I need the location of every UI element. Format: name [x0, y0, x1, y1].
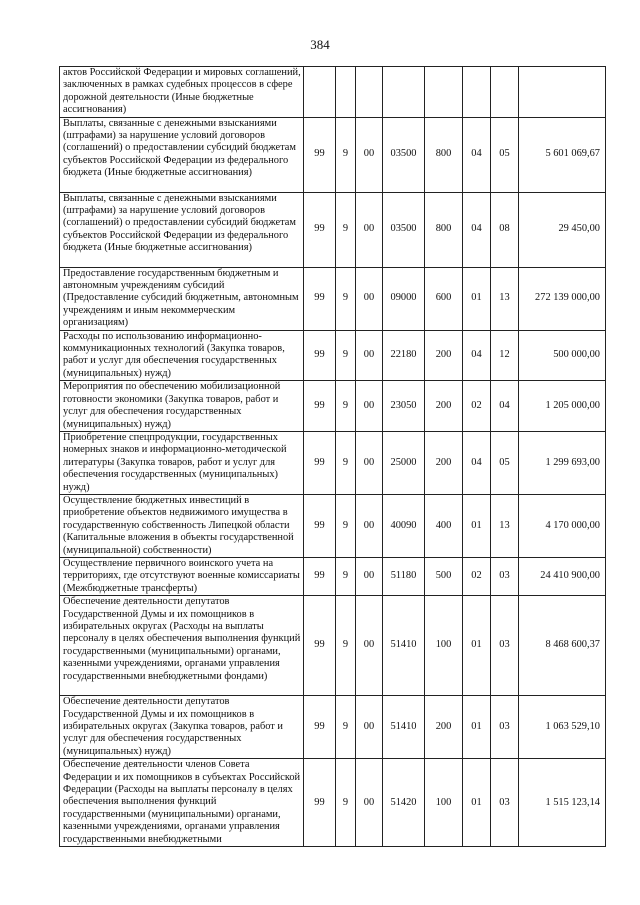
expense-type-code: [425, 67, 463, 118]
direction-code: 51180: [383, 557, 425, 595]
subprogram-code: 9: [336, 267, 356, 330]
program-code: 99: [304, 192, 336, 267]
subprogram-code: 9: [336, 596, 356, 696]
main-event-code: 00: [356, 330, 383, 381]
row-description: Предоставление государственным бюджетным и автономным учреждениям субсидий (Предоставление субсидий бюджетным, автономным учреждениям и иным некоммерческим организациям): [60, 267, 304, 330]
expense-type-code: 800: [425, 117, 463, 192]
section-code: 02: [463, 381, 491, 432]
subprogram-code: 9: [336, 696, 356, 759]
table-row: [60, 67, 606, 118]
direction-code: 25000: [383, 431, 425, 494]
row-description: Мероприятия по обеспечению мобилизационной готовности экономики (Закупка товаров, работ и услуг для обеспечения государственных (муниципальных) нужд): [60, 381, 304, 432]
amount-cell: 1 063 529,10: [519, 696, 606, 759]
program-code: 99: [304, 759, 336, 847]
expense-type-code: 100: [425, 596, 463, 696]
section-code: 01: [463, 596, 491, 696]
subsection-code: 03: [491, 759, 519, 847]
subsection-code: 08: [491, 192, 519, 267]
subsection-code: 13: [491, 267, 519, 330]
expense-type-code: 800: [425, 192, 463, 267]
main-event-code: 00: [356, 596, 383, 696]
main-event-code: 00: [356, 431, 383, 494]
subsection-code: 04: [491, 381, 519, 432]
program-code: 99: [304, 494, 336, 557]
page-number: 384: [310, 37, 330, 52]
amount-cell: 4 170 000,00: [519, 494, 606, 557]
direction-code: 51420: [383, 759, 425, 847]
subprogram-code: 9: [336, 330, 356, 381]
program-code: 99: [304, 330, 336, 381]
table-row: [60, 596, 606, 696]
section-code: 01: [463, 494, 491, 557]
amount-cell: 272 139 000,00: [519, 267, 606, 330]
subprogram-code: 9: [336, 759, 356, 847]
row-description: Расходы по использованию информационно-коммуникационных технологий (Закупка товаров, работ и услуг для обеспечения государственных (муниципальных) нужд): [60, 330, 304, 381]
subsection-code: 12: [491, 330, 519, 381]
table-row: [60, 267, 606, 330]
direction-code: 03500: [383, 192, 425, 267]
row-description: Выплаты, связанные с денежными взысканиями (штрафами) за нарушение условий договоров (соглашений) о предоставлении субсидий бюджетам субъектов Российской Федерации из федерального бюджета (Иные бюджетные ассигнования): [60, 192, 304, 267]
section-code: 01: [463, 696, 491, 759]
expense-type-code: 400: [425, 494, 463, 557]
direction-code: 51410: [383, 596, 425, 696]
amount-cell: 5 601 069,67: [519, 117, 606, 192]
subprogram-code: 9: [336, 557, 356, 595]
row-description: Обеспечение деятельности депутатов Государственной Думы и их помощников в избирательных округах (Закупка товаров, работ и услуг для обеспечения государственных (муниципальных) нужд): [60, 696, 304, 759]
section-code: [463, 67, 491, 118]
subprogram-code: 9: [336, 117, 356, 192]
row-description: Обеспечение деятельности депутатов Государственной Думы и их помощников в избирательных округах (Расходы на выплаты персоналу в целях обеспечения выполнения функций государственными (муниципальными) органами, казенными учреждениями, органами управления государственными внебюджетными фондами): [60, 596, 304, 696]
section-code: 01: [463, 759, 491, 847]
expense-type-code: 500: [425, 557, 463, 595]
direction-code: 51410: [383, 696, 425, 759]
amount-cell: 1 205 000,00: [519, 381, 606, 432]
program-code: 99: [304, 596, 336, 696]
section-code: 01: [463, 267, 491, 330]
table-row: [60, 557, 606, 595]
direction-code: 09000: [383, 267, 425, 330]
program-code: [304, 67, 336, 118]
table-row: [60, 330, 606, 381]
direction-code: 22180: [383, 330, 425, 381]
row-description: Осуществление бюджетных инвестиций в приобретение объектов недвижимого имущества в государственную собственность Липецкой области (Капитальные вложения в объекты государственной (муниципальной) собственности): [60, 494, 304, 557]
main-event-code: 00: [356, 494, 383, 557]
main-event-code: [356, 67, 383, 118]
expense-type-code: 200: [425, 381, 463, 432]
program-code: 99: [304, 431, 336, 494]
row-description: Выплаты, связанные с денежными взысканиями (штрафами) за нарушение условий договоров (соглашений) о предоставлении субсидий бюджетам субъектов Российской Федерации из федерального бюджета (Иные бюджетные ассигнования): [60, 117, 304, 192]
subprogram-code: 9: [336, 192, 356, 267]
expense-type-code: 200: [425, 330, 463, 381]
program-code: 99: [304, 117, 336, 192]
section-code: 02: [463, 557, 491, 595]
table-row: [60, 117, 606, 192]
direction-code: [383, 67, 425, 118]
program-code: 99: [304, 267, 336, 330]
section-code: 04: [463, 117, 491, 192]
subsection-code: 05: [491, 117, 519, 192]
expense-type-code: 200: [425, 696, 463, 759]
subsection-code: [491, 67, 519, 118]
main-event-code: 00: [356, 192, 383, 267]
subsection-code: 03: [491, 596, 519, 696]
amount-cell: 29 450,00: [519, 192, 606, 267]
table-row: [60, 431, 606, 494]
row-description: актов Российской Федерации и мировых соглашений, заключенных в рамках судебных процессов в сфере дорожной деятельности (Иные бюджетные ассигнования): [60, 67, 304, 118]
direction-code: 40090: [383, 494, 425, 557]
amount-cell: 500 000,00: [519, 330, 606, 381]
main-event-code: 00: [356, 696, 383, 759]
table-row: [60, 696, 606, 759]
subprogram-code: [336, 67, 356, 118]
program-code: 99: [304, 696, 336, 759]
subsection-code: 03: [491, 557, 519, 595]
amount-cell: 24 410 900,00: [519, 557, 606, 595]
row-description: Обеспечение деятельности членов Совета Федерации и их помощников в субъектах Российской Федерации (Расходы на выплаты персоналу в целях обеспечения выполнения функций государственными (муниципальными) органами, казенными учреждениями, органами управления государственными внебюджетными: [60, 759, 304, 847]
table-row: [60, 381, 606, 432]
main-event-code: 00: [356, 267, 383, 330]
amount-cell: [519, 67, 606, 118]
subprogram-code: 9: [336, 381, 356, 432]
section-code: 04: [463, 330, 491, 381]
subprogram-code: 9: [336, 431, 356, 494]
amount-cell: 1 299 693,00: [519, 431, 606, 494]
row-description: Приобретение спецпродукции, государственных номерных знаков и информационно-методической литературы (Закупка товаров, работ и услуг для обеспечения государственных (муниципальных) нужд): [60, 431, 304, 494]
expense-type-code: 100: [425, 759, 463, 847]
table-row: [60, 494, 606, 557]
program-code: 99: [304, 557, 336, 595]
main-event-code: 00: [356, 381, 383, 432]
section-code: 04: [463, 192, 491, 267]
table-row: [60, 759, 606, 847]
section-code: 04: [463, 431, 491, 494]
program-code: 99: [304, 381, 336, 432]
budget-table-body: [60, 67, 606, 847]
main-event-code: 00: [356, 759, 383, 847]
expense-type-code: 200: [425, 431, 463, 494]
budget-table: [59, 66, 606, 847]
table-row: [60, 192, 606, 267]
amount-cell: 8 468 600,37: [519, 596, 606, 696]
main-event-code: 00: [356, 557, 383, 595]
subsection-code: 13: [491, 494, 519, 557]
amount-cell: 1 515 123,14: [519, 759, 606, 847]
subsection-code: 05: [491, 431, 519, 494]
direction-code: 03500: [383, 117, 425, 192]
row-description: Осуществление первичного воинского учета на территориях, где отсутствуют военные комиссариаты (Межбюджетные трансферты): [60, 557, 304, 595]
expense-type-code: 600: [425, 267, 463, 330]
main-event-code: 00: [356, 117, 383, 192]
direction-code: 23050: [383, 381, 425, 432]
subsection-code: 03: [491, 696, 519, 759]
subprogram-code: 9: [336, 494, 356, 557]
